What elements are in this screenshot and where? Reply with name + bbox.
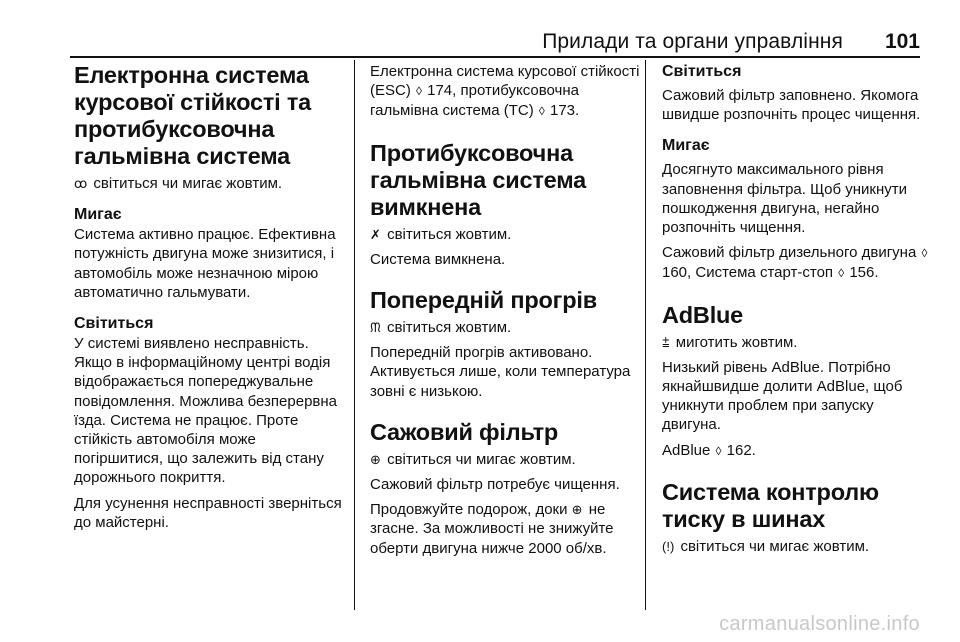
filter-lit-text: Сажовий фільтр заповнено. Якомога швидше розпочніть процес чищення.	[662, 87, 921, 124]
esc-icon-line: ꝏ світиться чи мигає жовтим.	[74, 175, 283, 192]
tire-pressure-icon: (!)	[662, 538, 675, 554]
esc-heading: Електронна система курсової стійкості та протибуксовочна гальмівна система	[74, 62, 311, 169]
esc-flashing-text: Система активно працює. Ефективна потужність двигуна може знизитися, і автомобіль може незначною мірою автоматично гальмувати.	[74, 226, 336, 301]
column-3	[662, 62, 934, 556]
column-2	[370, 62, 642, 558]
filter-lit-title: Світиться	[662, 63, 742, 80]
adblue-text: Низький рівень AdBlue. Потрібно якнайшвидше долити AdBlue, щоб уникнути проблем при запуску двигуна.	[662, 358, 903, 434]
soot-filter-text-2: Продовжуйте подорож, доки ⊕ не згасне. За можливості не знижуйте оберти двигуна нижче 2000 об/хв.	[370, 501, 614, 557]
preheat-text: Попередній прогрів активовано. Активується лише, коли температура зовні є низькою.	[370, 344, 631, 400]
preheat-icon-line: ᙏ світиться жовтим.	[370, 319, 512, 337]
esc-warning-icon: ꝏ	[74, 176, 88, 191]
page-number: 101	[884, 30, 920, 53]
watermark: carmanualsonline.info	[719, 613, 920, 635]
page-title: Прилади та органи управління	[542, 30, 843, 53]
esc-lit-text: У системі виявлено несправність. Якщо в інформаційному центрі водія відображається попереджувальне повідомлення. Можлива безперервна їзда. Система не працює. Проте стійкість автомобіля може погіршитися, що залежить від стану дорожнього покриття.	[74, 335, 338, 487]
adblue-icon-line: ⩲ миготить жовтим.	[662, 333, 798, 351]
soot-filter-icon: ⊕	[571, 502, 583, 518]
reference-arrow-icon: ◊	[921, 246, 928, 261]
tc-off-heading: Протибуксовочна гальмівна система вимкнена	[370, 139, 586, 220]
adblue-heading: AdBlue	[662, 301, 744, 328]
tc-off-text: Система вимкнена.	[370, 250, 506, 268]
esc-lit-text-2: Для усунення несправності зверніться до майстерні.	[74, 494, 342, 531]
soot-filter-icon: ⊕	[370, 451, 381, 467]
esc-tc-intro: Електронна система курсової стійкості (ESC) ◊ 174, протибуксовочна гальмівна система (TC) ◊ 173.	[370, 63, 640, 120]
soot-filter-icon-line: ⊕ світиться чи мигає жовтим.	[370, 450, 576, 468]
preheat-heading: Попередній прогрів	[370, 287, 597, 314]
column-divider	[354, 60, 355, 610]
filter-flashing-text-2: Сажовий фільтр дизельного двигуна ◊ 160, Система старт-стоп ◊ 156.	[662, 244, 928, 282]
header-rule	[70, 56, 920, 58]
reference-arrow-icon: ◊	[838, 266, 845, 281]
adblue-ref: AdBlue ◊ 162.	[662, 441, 756, 459]
preheat-icon: ᙏ	[370, 320, 381, 336]
soot-filter-heading: Сажовий фільтр	[370, 418, 559, 445]
tpms-heading: Система контролю тиску в шинах	[662, 478, 879, 532]
page-header	[70, 24, 920, 54]
soot-filter-text: Сажовий фільтр потребує чищення.	[370, 476, 620, 494]
esc-flashing-title: Мигає	[74, 206, 122, 224]
adblue-icon: ⩲	[662, 334, 670, 350]
reference-arrow-icon: ◊	[416, 84, 422, 99]
tc-off-icon: ✗	[370, 226, 381, 242]
column-divider	[645, 60, 646, 610]
tc-off-icon-line: ✗ світиться жовтим.	[370, 225, 512, 243]
filter-flashing-text: Досягнуто максимального рівня заповнення фільтра. Щоб уникнути пошкодження двигуна, негайно розпочніть чищення.	[662, 161, 908, 237]
reference-arrow-icon: ◊	[715, 443, 722, 458]
tpms-icon-line: (!) світиться чи мигає жовтим.	[662, 537, 870, 555]
esc-lit-title: Світиться	[74, 315, 154, 333]
reference-arrow-icon: ◊	[538, 104, 545, 119]
filter-flashing-title: Мигає	[662, 137, 710, 155]
column-1	[74, 62, 346, 532]
